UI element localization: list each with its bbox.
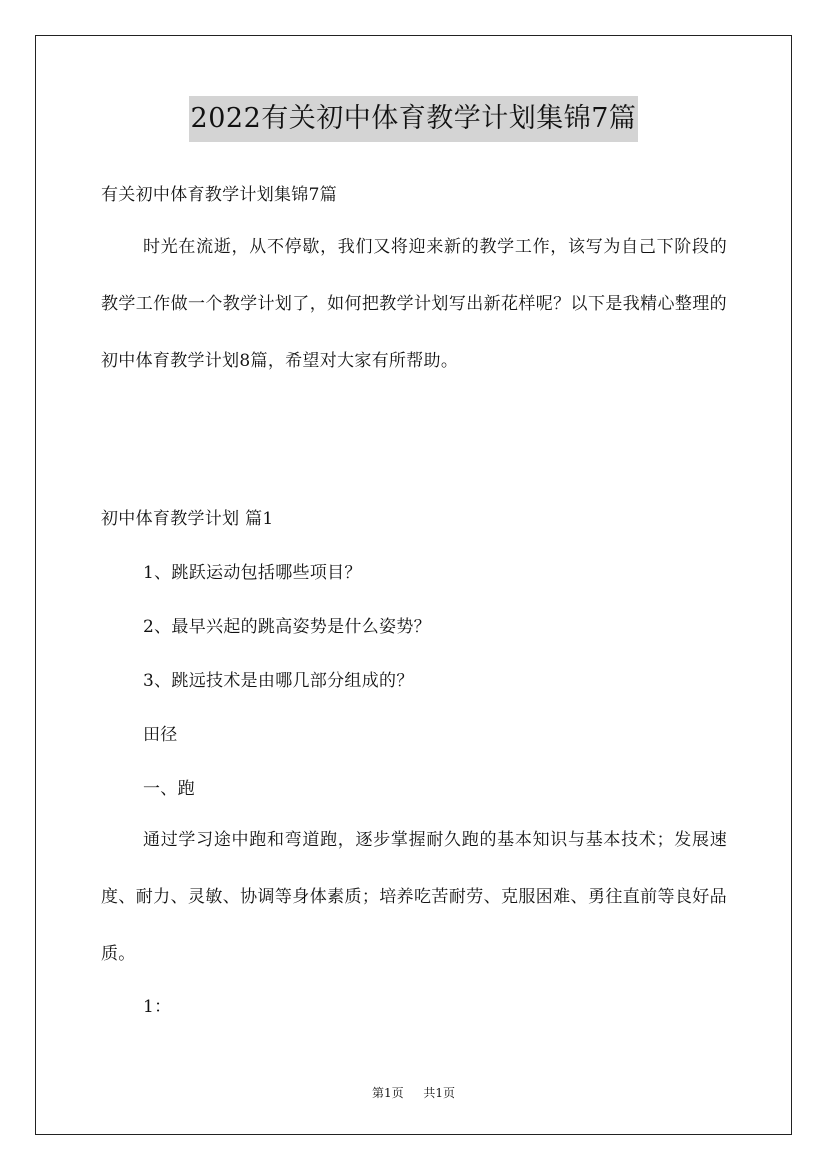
document-subtitle: 有关初中体育教学计划集锦7篇 (101, 185, 338, 205)
question-item: 2、最早兴起的跳高姿势是什么姿势？ (143, 617, 431, 637)
subheading: 田径 (143, 725, 178, 745)
item-label: 1： (143, 997, 172, 1017)
page-footer (0, 1085, 827, 1101)
question-item: 3、跳远技术是由哪几部分组成的？ (143, 671, 414, 691)
intro-paragraph: 时光在流逝，从不停歇，我们又将迎来新的教学工作，该写为自己下阶段的教学工作做一个教学计划了，如何把教学计划写出新花样呢？以下是我精心整理的初中体育教学计划8篇，希望对大家有所帮助。 (101, 237, 727, 371)
title-container (0, 96, 827, 142)
item-heading: 一、跑 (143, 779, 195, 799)
body-paragraph: 通过学习途中跑和弯道跑，逐步掌握耐久跑的基本知识与基本技术；发展速度、耐力、灵敏、协调等身体素质；培养吃苦耐劳、克服困难、勇往直前等良好品质。 (101, 830, 727, 964)
page-number: 第1页 (372, 1086, 404, 1100)
question-item: 1、跳跃运动包括哪些项目？ (143, 563, 362, 583)
section-heading: 初中体育教学计划 篇1 (101, 509, 274, 529)
page-total: 共1页 (423, 1086, 455, 1100)
document-title: 2022有关初中体育教学计划集锦7篇 (189, 96, 639, 142)
